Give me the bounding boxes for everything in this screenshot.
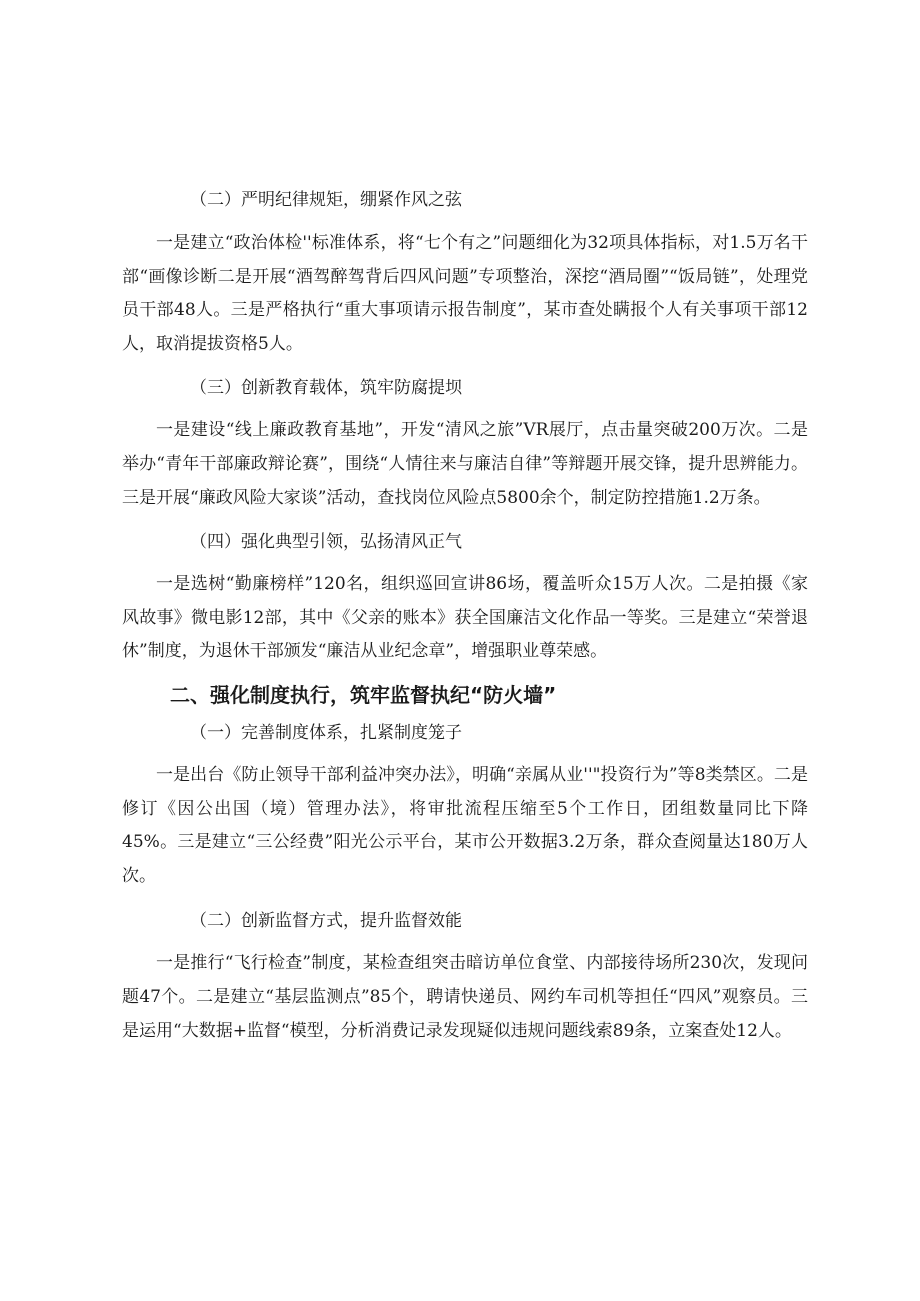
subheading-education: （三）创新教育载体，筑牢防腐提坝 [190,378,462,399]
paragraph-system: 一是出台《防止领导干部利益冲突办法》，明确“亲属从业''"投资行为”等8类禁区。二是修订《因公出国（境）管理办法》，将审批流程压缩至5个工作日，团组数量同比下降45%。三是建立“三公经费”阳光公示平台，某市公开数据3.2万条，群众查阅量达180万人次。 [122,764,808,886]
subheading-discipline: （二）严明纪律规矩，绷紧作风之弦 [190,190,462,210]
subheading-role-models: （四）强化典型引领，弘扬清风正气 [190,532,462,553]
paragraph-discipline: 一是建立“政治体检''标准体系，将“七个有之”问题细化为32项具体指标，对1.5万名干部“画像诊断二是开展“酒驾醉驾背后四风问题”专项整治，深挖“酒局圈”“饭局链”，处理党员干部48人。三是严格执行“重大事项请示报告制度”，某市查处瞒报个人有关事项干部12人，取消提拔资格5人。 [122,233,808,354]
paragraph-education: 一是建设“线上廉政教育基地”，开发“清风之旅”VR展厅，点击量突破200万次。二是举办“青年干部廉政辩论赛”，围绕“人情往来与廉洁自律”等辩题开展交锋，提升思辨能力。三是开展“廉政风险大家谈”活动，查找岗位风险点5800余个，制定防控措施1.2万条。 [122,420,808,508]
subheading-system: （一）完善制度体系，扎紧制度笼子 [190,722,462,743]
paragraph-role-models: 一是选树“勤廉榜样”120名，组织巡回宣讲86场，覆盖听众15万人次。二是拍摄《家风故事》微电影12部，其中《父亲的账本》获全国廉洁文化作品一等奖。三是建立“荣誉退休”制度，为退休干部颁发“廉洁从业纪念章”，增强职业尊荣感。 [122,574,808,662]
paragraph-supervision: 一是推行“飞行检查”制度，某检查组突击暗访单位食堂、内部接待场所230次，发现问题47个。二是建立“基层监测点”85个，聘请快递员、网约车司机等担任“四风”观察员。三是运用“大数据+监督“模型，分析消费记录发现疑似违规问题线索89条，立案查处12人。 [122,953,808,1041]
subheading-supervision: （二）创新监督方式，提升监督效能 [190,911,462,932]
document-body [122,172,808,1048]
section-heading-institutions: 二、强化制度执行，筑牢监督执纪“防火墙” [170,682,557,707]
